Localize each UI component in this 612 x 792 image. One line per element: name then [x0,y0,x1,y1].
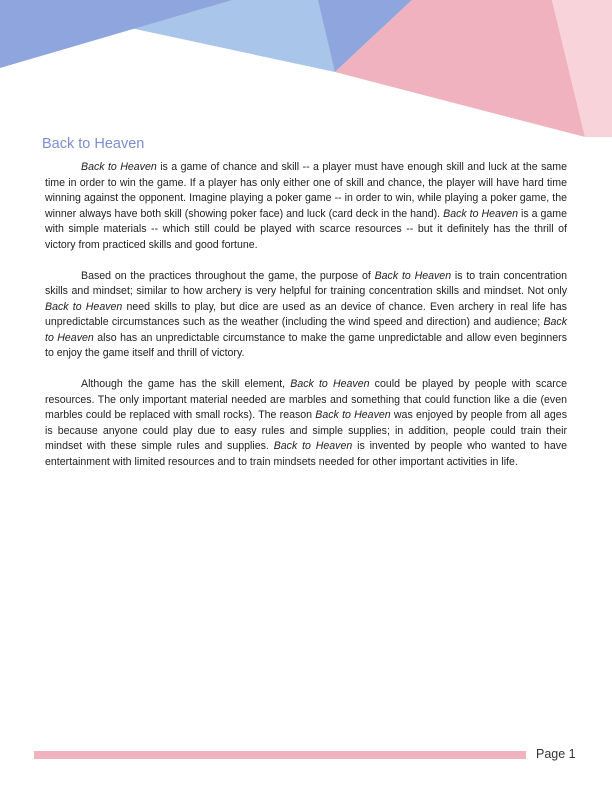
text-run: was enjoyed by people from all ages is because anyone could play due to easy rules and simple supplies; in addition, people could train their mindset with these simple rules and supplies. [45,409,567,452]
text-run: is invented by people who wanted to have entertainment with limited resources and to train mindsets needed for other important activities in life. [45,440,567,468]
game-title-italic: Back to Heaven [374,269,452,282]
game-title-italic: Back to Heaven [45,300,123,313]
header-decoration [0,0,612,140]
text-run: Although the game has the skill element, [81,378,291,390]
text-run: is a game of chance and skill -- a player must have enough skill and luck at the same time in order to win the game. If a player has only either one of skill and chance, the player will have hard time winning against the opponent. Imagine playing a poker game -- in order to win, while playing a poker game, the winner always have both skill (showing poker face) and luck (card deck in the hand). [45,161,567,220]
text-run: need skills to play, but dice are used as an device of chance. Even archery in real life has unpredictable circumstances such as the weather (including the wind speed and direction) and audience; [45,300,567,328]
text-run: is to train concentration skills and mindset; similar to how archery is very helpful for training concentration skills and mindset. Not only [45,269,567,297]
footer-bar [34,751,526,759]
text-run: could be played by people with scarce resources. The only important material needed are marbles and something that could function like a die (even marbles could be replaced with small rocks). The reason [45,378,567,421]
text-run: also has an unpredictable circumstance to make the game unpredictable and allow even beginners to enjoy the game itself and thrill of victory. [45,331,567,359]
document-body [45,160,567,486]
paragraph [45,377,567,470]
game-title-italic: Back to Heaven [273,440,353,452]
game-title-italic: Back to Heaven [290,378,370,390]
game-title-italic: Back to Heaven [81,161,157,173]
document-title: Back to Heaven [42,136,145,152]
paragraph [45,269,567,362]
text-run: Based on the practices throughout the game, the purpose of [81,269,375,282]
paragraph [45,160,567,253]
page-number: Page 1 [536,747,576,761]
game-title-italic: Back to Heaven [315,409,391,421]
game-title-italic: Back to Heaven [45,316,567,344]
game-title-italic: Back to Heaven [443,207,518,220]
text-run: is a game with simple materials -- which still could be played with scarce resources -- but it definitely has the thrill of victory from practiced skills and good fortune. [45,207,568,251]
